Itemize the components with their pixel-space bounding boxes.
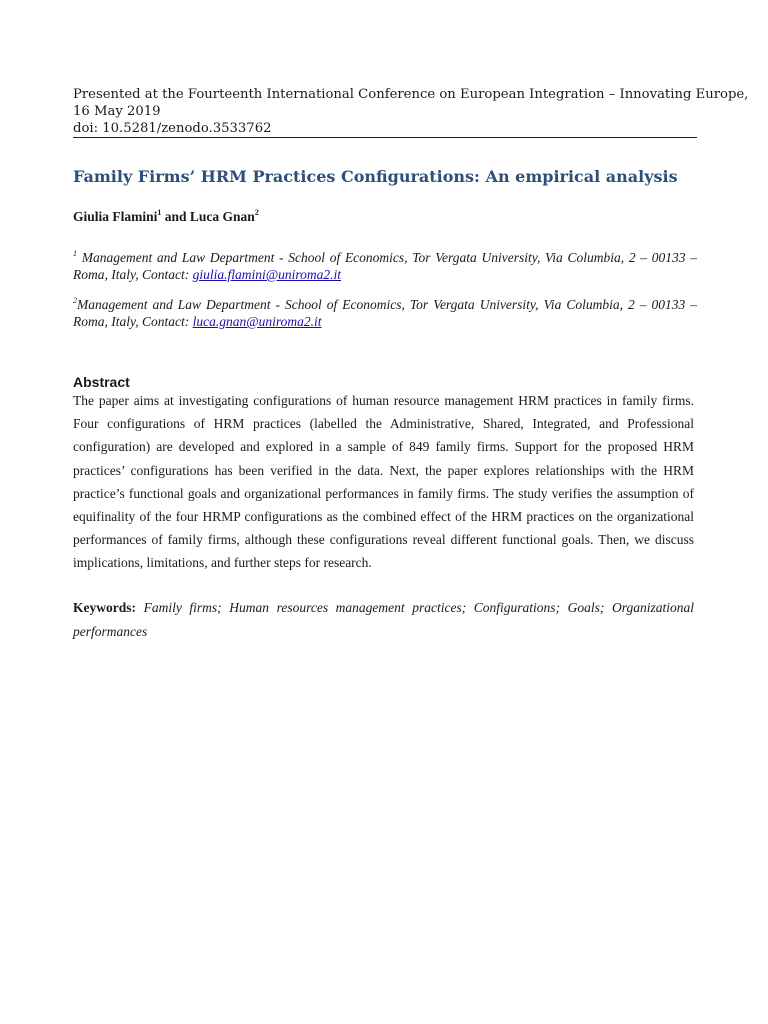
abstract-heading: Abstract	[73, 374, 130, 390]
affiliation-1	[73, 249, 697, 283]
affiliation-text: Management and Law Department - School of Economics, Tor Vergata University, Via Columbia, 2 – 00133 – Roma, Italy, Contact:	[73, 297, 697, 329]
author-conjunction: and	[161, 209, 190, 224]
email-link[interactable]: luca.gnan@uniroma2.it	[192, 314, 322, 329]
affiliation-mark: 1	[73, 249, 77, 258]
header-line-date: 16 May 2019	[73, 104, 161, 119]
author-line	[73, 208, 259, 225]
header-line-doi: doi: 10.5281/zenodo.3533762	[73, 121, 272, 136]
email-link[interactable]: giulia.flamini@uniroma2.it	[192, 267, 342, 282]
affiliation-mark: 1	[157, 208, 162, 217]
abstract-body: The paper aims at investigating configurations of human resource management HRM practices in family firms. Four configurations of HRM practices (labelled the Administrative, Shared, Integrated, and Professional configuration) are developed and explored in a sample of 849 family firms. Support for the proposed HRM practices’ configurations has been verified in the data. Next, the paper explores relationships with the HRM practice’s functional goals and organizational performances in family firms. The study verifies the assumption of equifinality of the four HRMP configurations as the combined effect of the HRM practices on the organizational performances of family firms, although these configurations reveal different functional goals. Then, we discuss implications, limitations, and further steps for research.	[73, 393, 694, 571]
author-name: Luca Gnan	[189, 209, 255, 224]
affiliation-mark: 2	[254, 208, 259, 217]
conference-header	[73, 86, 749, 137]
keywords-text: Family firms; Human resources management practices; Configurations; Goals; Organizational performances	[73, 600, 694, 639]
keywords	[73, 596, 694, 643]
header-divider	[73, 137, 697, 138]
author-name: Giulia Flamini	[73, 209, 158, 224]
affiliation-mark: 2	[73, 296, 77, 305]
affiliation-text: Management and Law Department - School of Economics, Tor Vergata University, Via Columbia, 2 – 00133 – Roma, Italy, Contact:	[73, 250, 697, 282]
paper-title: Family Firms’ HRM Practices Configurations: An empirical analysis	[73, 167, 678, 186]
affiliation-2	[73, 296, 697, 330]
header-line-conference: Presented at the Fourteenth International Conference on European Integration – Innovating Europe,	[73, 87, 749, 102]
keywords-label: Keywords:	[73, 600, 136, 615]
